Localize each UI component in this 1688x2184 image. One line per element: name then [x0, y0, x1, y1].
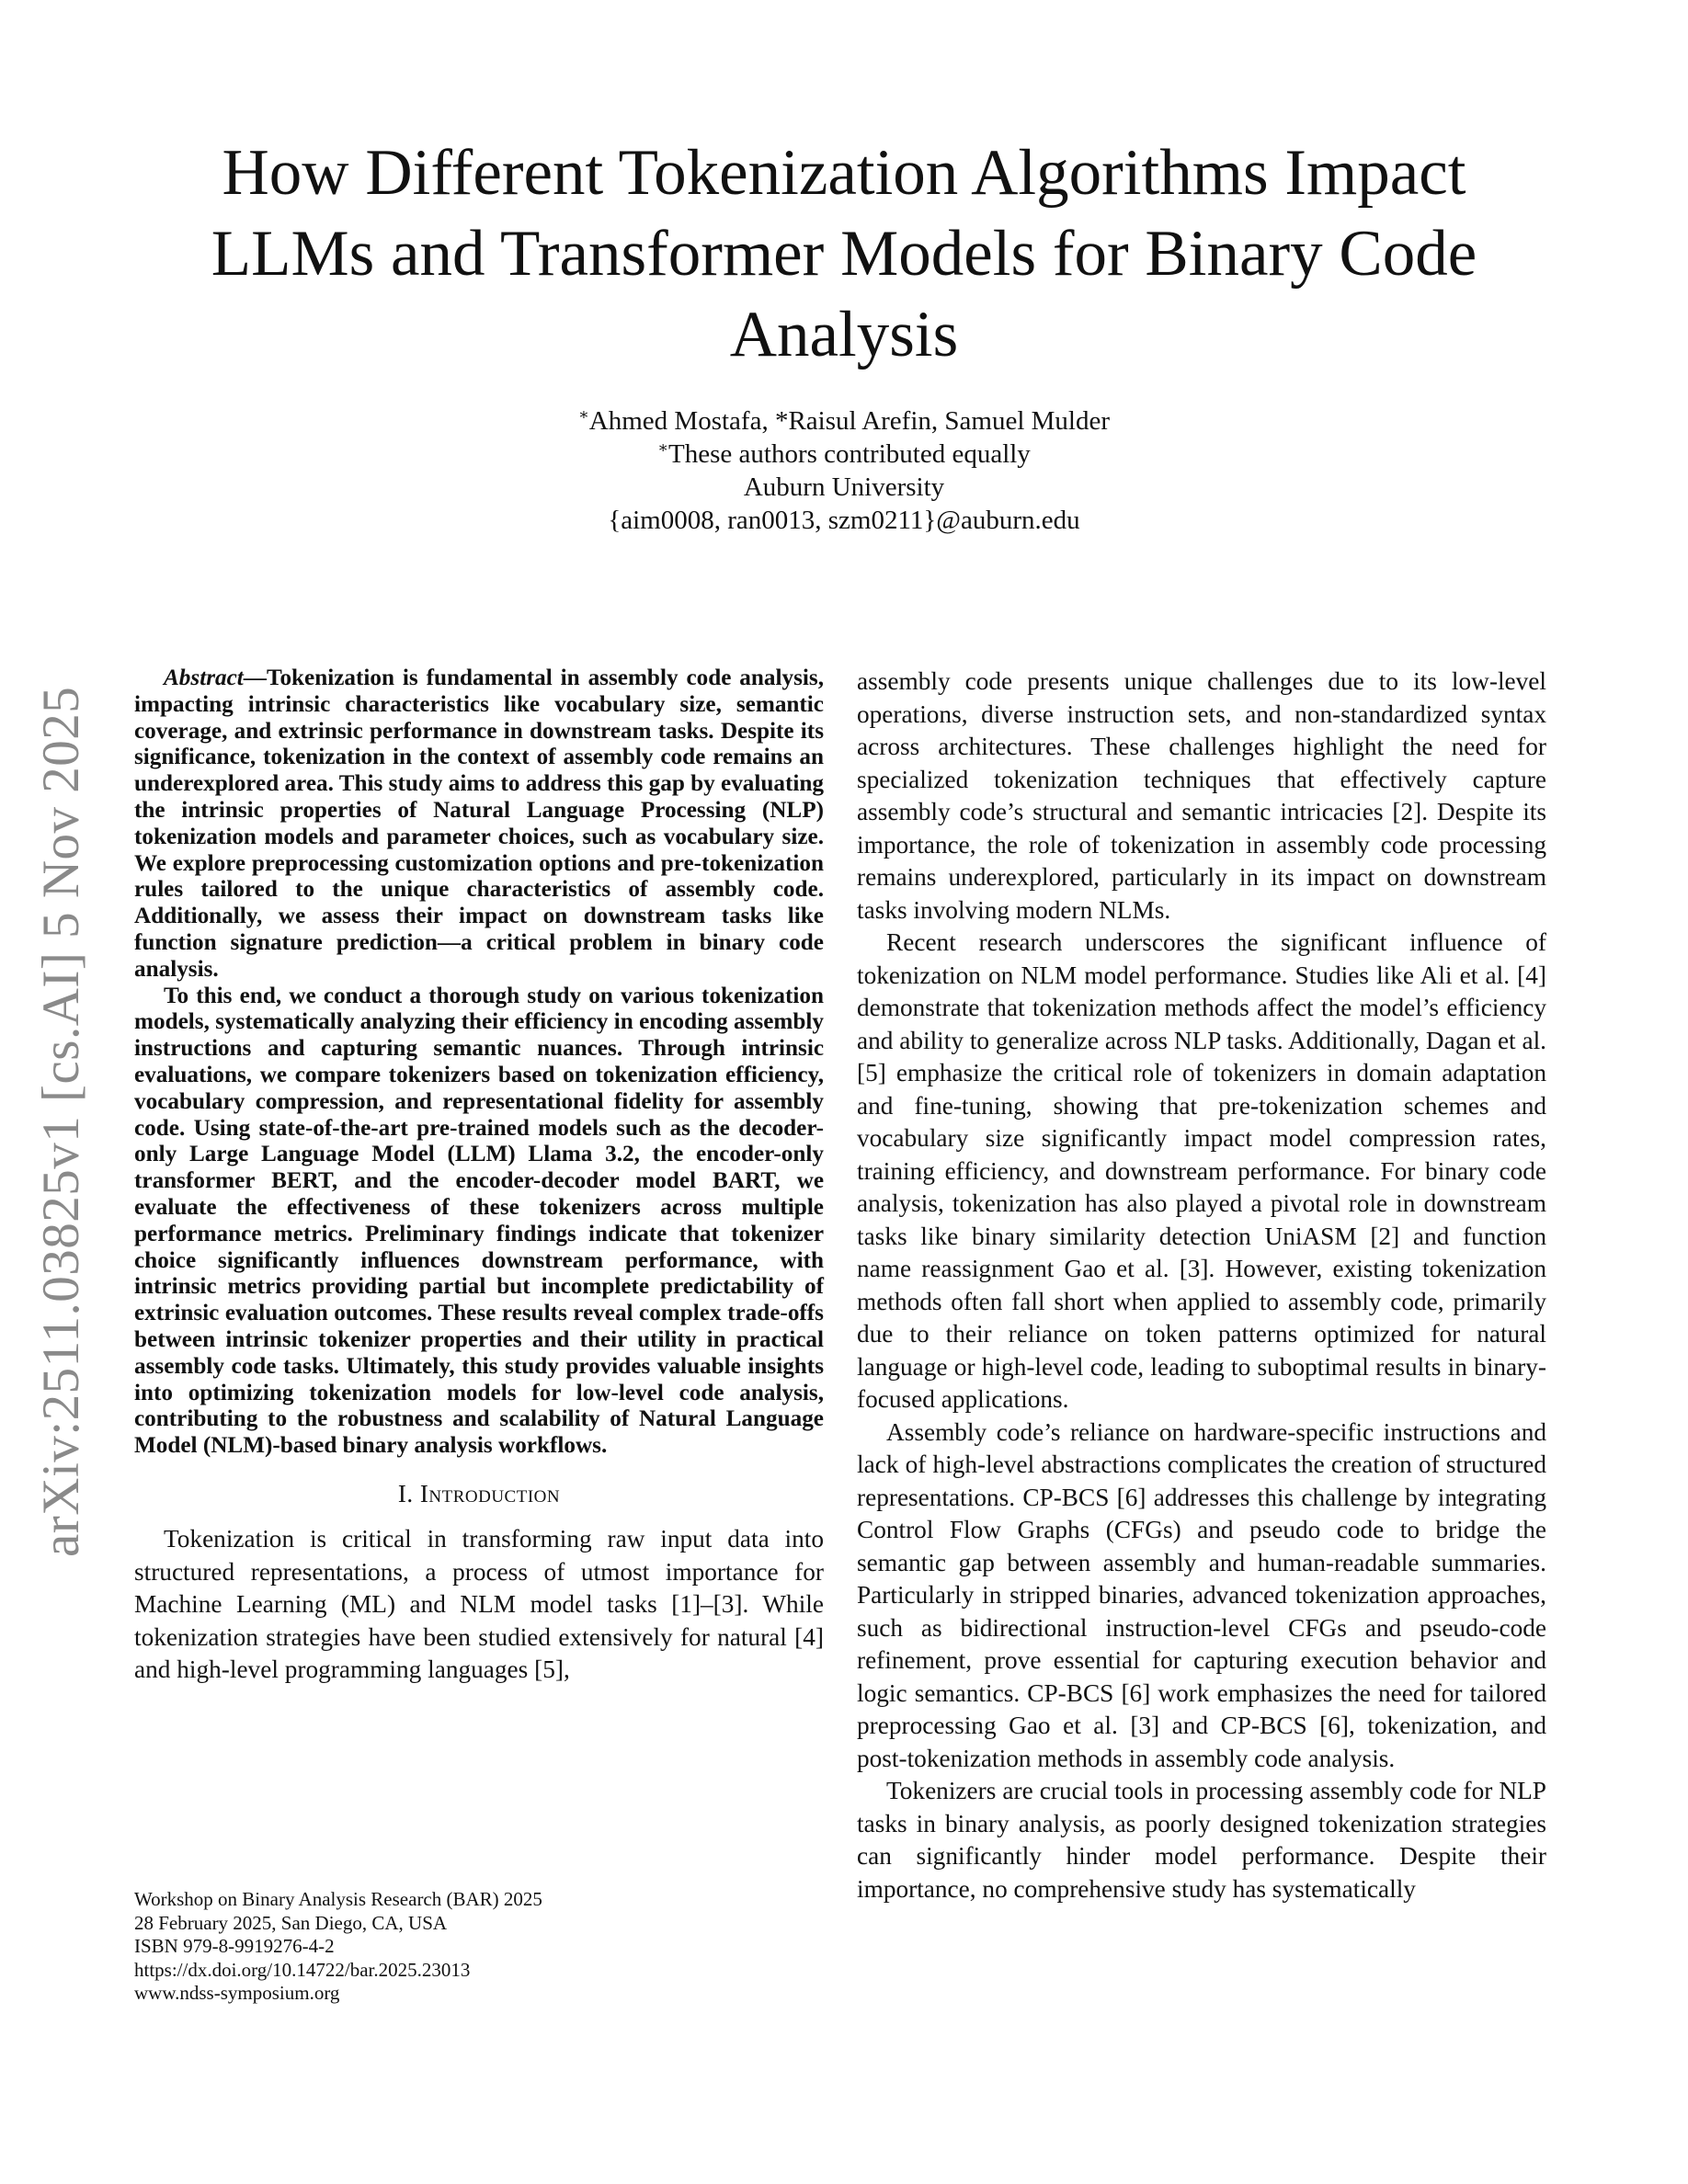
intro-paragraph-1: Tokenization is critical in transforming raw input data into structured representations, a process of utmost importance for Machine Learning (ML) and NLM model tasks [1]–[3]. While tokenization strategies have been studied extensively for natural [4] and high-level programming languages [5],	[134, 1525, 824, 1684]
footnote-workshop: Workshop on Binary Analysis Research (BAR) 2025	[134, 1888, 542, 1910]
author-names: ∗Ahmed Mostafa, *Raisul Arefin, Samuel Mulder	[577, 404, 1111, 436]
section-heading-introduction: I. Introduction	[397, 1479, 561, 1507]
abstract-paragraph-2: To this end, we conduct a thorough study on various tokenization models, systematically analyzing their efficiency in encoding assembly instructions and capturing semantic nuances. Through intrinsic evaluations, we compare tokenizers based on tokenization efficiency, vocabulary compression, and representational fidelity for assembly code. Using state-of-the-art pre-trained models such as the decoder-only Large Language Model (LLM) Llama 3.2, the encoder-only transformer BERT, and the encoder-decoder model BART, we evaluate the effectiveness of these tokenizers across multiple performance metrics. Preliminary findings indicate that tokenizer choice significantly influences downstream performance, with intrinsic metrics providing partial but incomplete predictability of extrinsic evaluation outcomes. These results reveal complex trade-offs between intrinsic tokenizer properties and their utility in practical assembly code tasks. Ultimately, this study provides valuable insights into optimizing tokenization models for low-level code analysis, contributing to the robustness and scalability of Natural Language Model (NLM)-based binary analysis workflows.	[134, 983, 824, 1459]
abstract	[134, 665, 824, 1460]
paper-title: How Different Tokenization Algorithms Impact LLMs and Transformer Models for Binary Code Analysis	[211, 137, 1477, 370]
left-column	[134, 665, 824, 1687]
affiliation: Auburn University	[743, 472, 945, 502]
intro-paragraph-1-continued: assembly code presents unique challenges due to its low-level operations, diverse instruction sets, and non-standardized syntax across architectures. These challenges highlight the need for specialized tokenization techniques that effectively capture assembly code’s structural and semantic intricacies [2]. Despite its importance, the role of tokenization in assembly code processing remains underexplored, particularly in its impact on downstream tasks involving modern NLMs.	[857, 667, 1546, 924]
abstract-label: Abstract	[164, 665, 244, 690]
intro-paragraph-2: Recent research underscores the significant influence of tokenization on NLM model performance. Studies like Ali et al. [4] demonstrate that tokenization methods affect the model’s efficiency and ability to generalize across NLP tasks. Additionally, Dagan et al. [5] emphasize the critical role of tokenizers in domain adaptation and fine-tuning, showing that pre-tokenization schemes and vocabulary size significantly impact model compression rates, training efficiency, and downstream performance. For binary code analysis, tokenization has also played a pivotal role in downstream tasks like binary similarity detection UniASM [2] and function name reassignment Gao et al. [3]. However, existing tokenization methods often fall short when applied to assembly code, primarily due to their reliance on token patterns optimized for natural language or high-level code, leading to suboptimal results in binary-focused applications.	[857, 928, 1546, 1413]
footnote-date-location: 28 February 2025, San Diego, CA, USA	[134, 1911, 448, 1934]
abstract-paragraph-1: Abstract—Tokenization is fundamental in assembly code analysis, impacting intrinsic characteristics like vocabulary size, semantic coverage, and extrinsic performance in downstream tasks. Despite its significance, tokenization in the context of assembly code remains an underexplored area. This study aims to address this gap by evaluating the intrinsic properties of Natural Language Processing (NLP) tokenization models and parameter choices, such as vocabulary size. We explore preprocessing customization options and pre-tokenization rules tailored to the unique characteristics of assembly code. Additionally, we assess their impact on downstream tasks like function signature prediction—a critical problem in binary code analysis.	[134, 665, 824, 982]
arxiv-stamp: arXiv:2511.03825v1 [cs.AI] 5 Nov 2025	[32, 686, 90, 1557]
author-emails: {aim0008, ran0013, szm0211}@auburn.edu	[608, 506, 1080, 535]
footnote-isbn: ISBN 979-8-9919276-4-2	[134, 1935, 335, 1957]
footnote-doi-link[interactable]: https://dx.doi.org/10.14722/bar.2025.23013	[134, 1958, 471, 1981]
footnote-website-link[interactable]: www.ndss-symposium.org	[134, 1982, 340, 2004]
author-block	[414, 404, 1274, 537]
equal-contribution-note: ∗These authors contributed equally	[657, 438, 1031, 469]
intro-paragraph-4: Tokenizers are crucial tools in processing assembly code for NLP tasks in binary analysis, as poorly designed tokenization strategies can significantly hinder model performance. Despite their importance, no comprehensive study has systematically	[857, 1777, 1546, 1903]
conference-footnote	[134, 1888, 796, 2006]
intro-paragraph-3: Assembly code’s reliance on hardware-specific instructions and lack of high-level abstractions complicates the creation of structured representations. CP-BCS [6] addresses this challenge by integrating Control Flow Graphs (CFGs) and pseudo code to bridge the semantic gap between assembly and human-readable summaries. Particularly in stripped binaries, advanced tokenization approaches, such as bidirectional instruction-level CFGs and pseudo-code refinement, prove essential for capturing execution behavior and logic semantics. CP-BCS [6] work emphasizes the need for tailored preprocessing Gao et al. [3] and CP-BCS [6], tokenization, and post-tokenization methods in assembly code analysis.	[857, 1417, 1546, 1772]
right-column	[857, 665, 1546, 1905]
